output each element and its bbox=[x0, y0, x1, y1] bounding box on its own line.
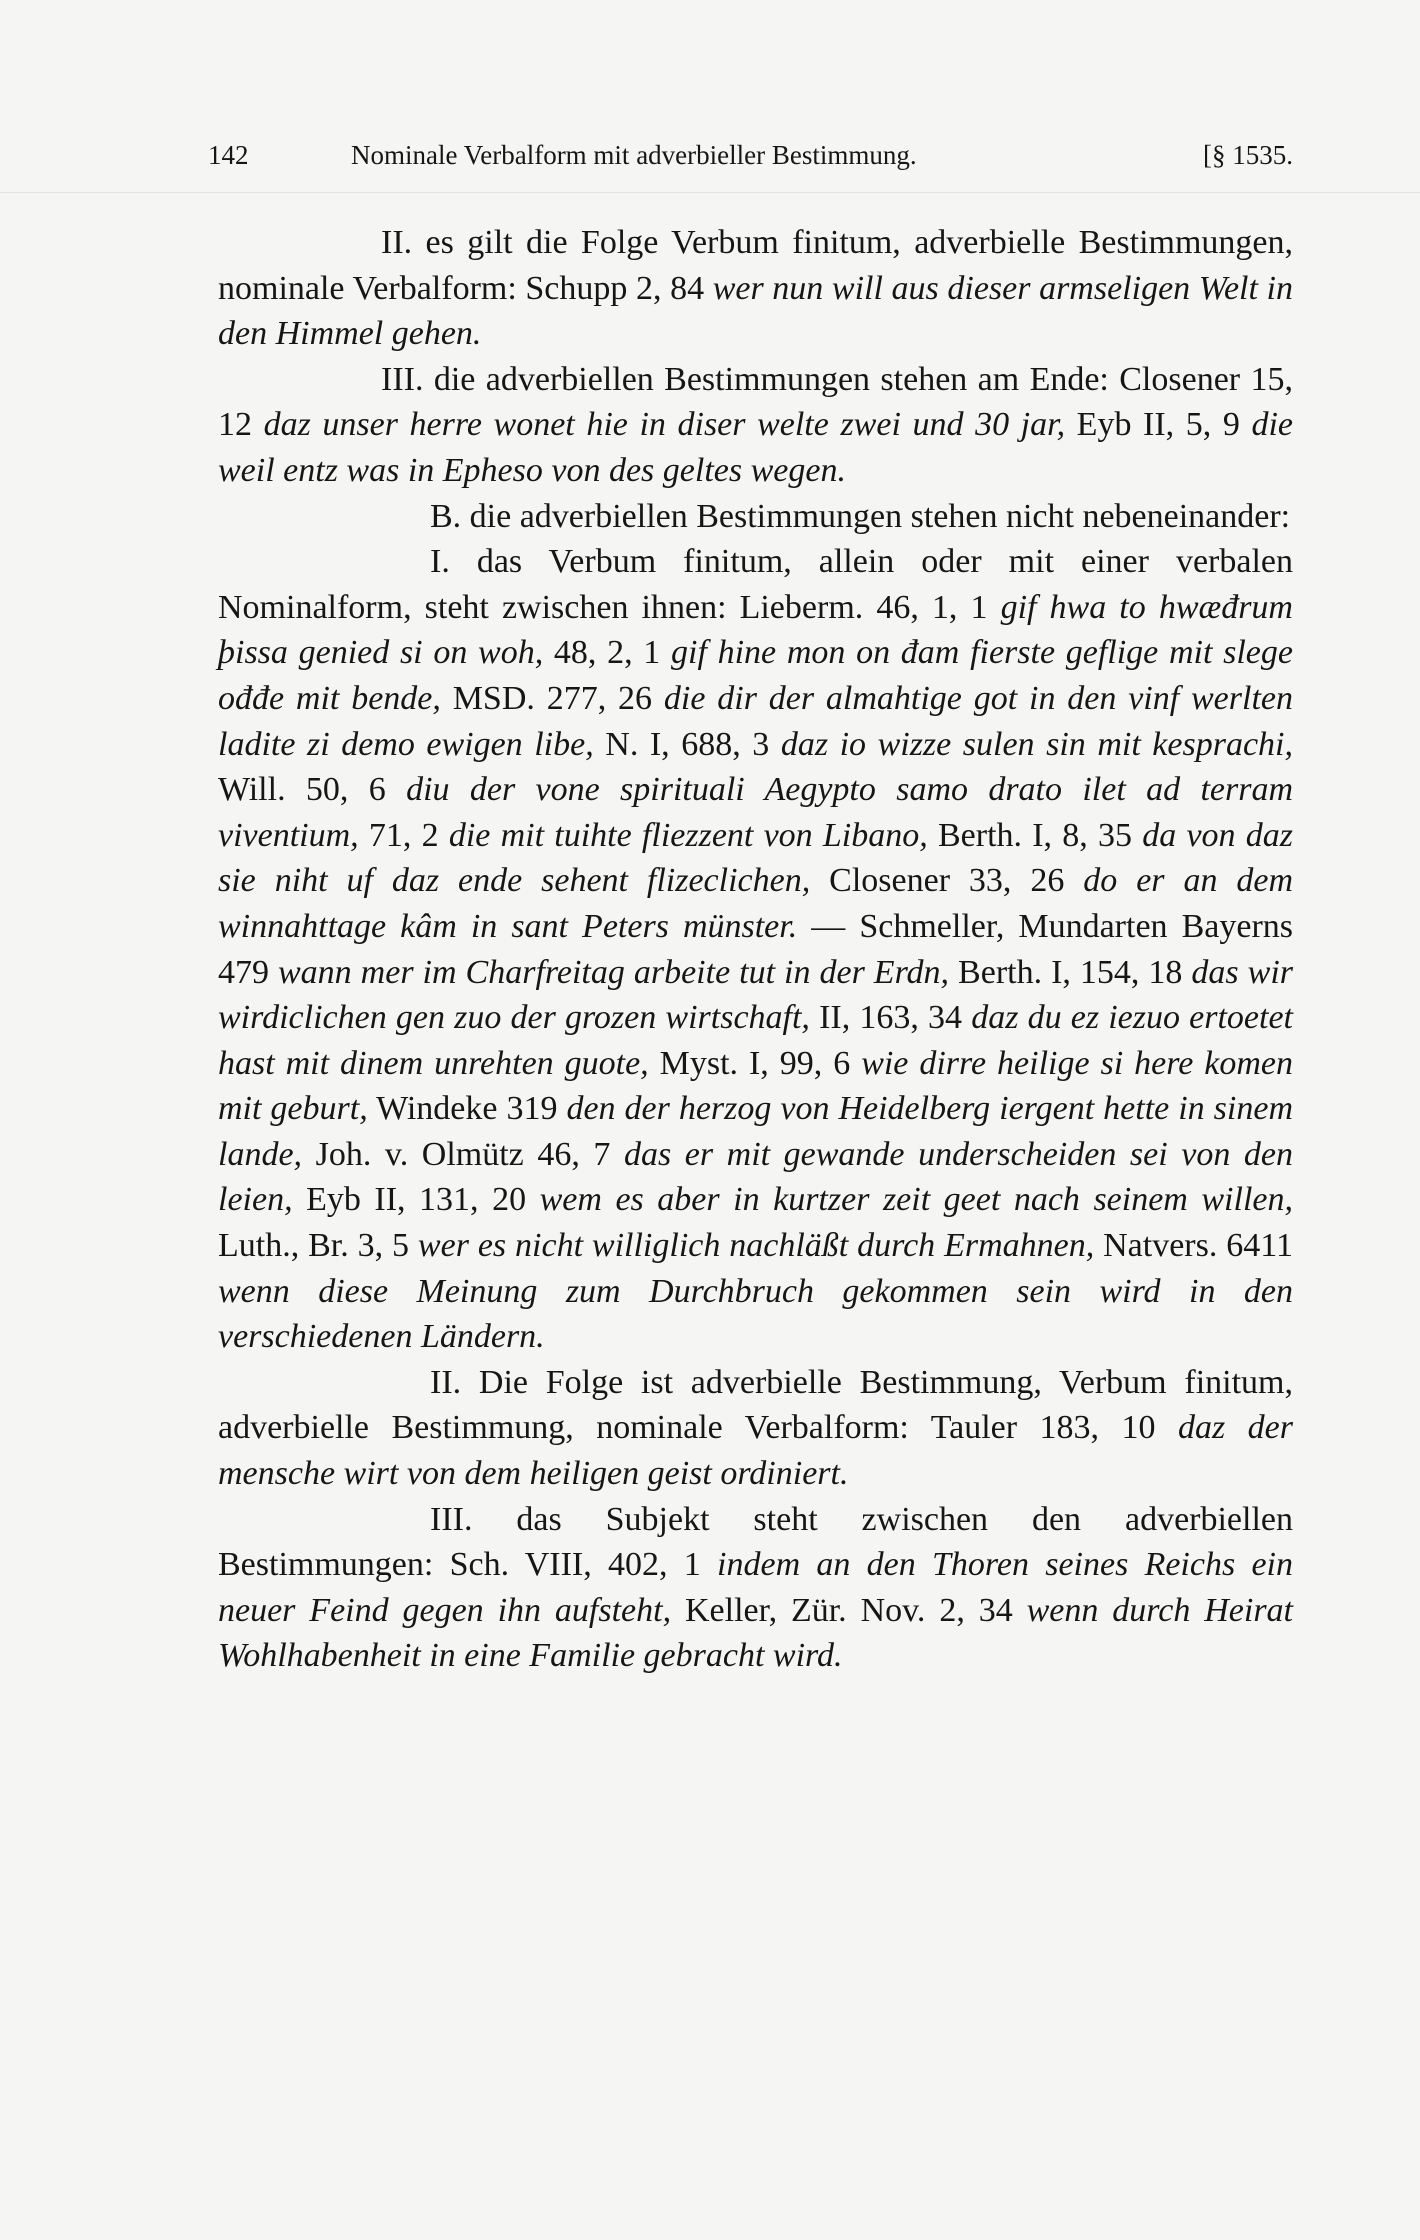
reference-text: — Schmeller, Mundarten Bayerns 479 bbox=[218, 907, 1293, 991]
paragraph-III-b bbox=[218, 1497, 1293, 1679]
reference-text: II, 163, 34 bbox=[809, 999, 972, 1037]
header-divider bbox=[0, 192, 1420, 193]
quoted-example: das er mit gewande underscheiden sei von den leien, bbox=[218, 1135, 1293, 1219]
quoted-example: wann mer im Charfreitag arbeite tut in der Erdn, bbox=[278, 953, 950, 991]
reference-text: 48, 2, 1 bbox=[543, 634, 672, 672]
reference-text: Will. 50, 6 bbox=[218, 771, 407, 809]
quoted-example: daz der mensche wirt von dem heiligen geist ordiniert. bbox=[218, 1409, 1294, 1493]
page-number: 142 bbox=[208, 140, 249, 170]
quoted-example: gif hine mon on đam fierste geflige mit slege ođđe mit bende, bbox=[218, 634, 1293, 717]
quoted-example: wer nun will aus dieser armseligen Welt in den Himmel gehen. bbox=[218, 269, 1293, 353]
quoted-example: daz unser herre wonet hie in diser welte zwei und 30 jar, bbox=[263, 406, 1066, 444]
reference-text: Berth. I, 8, 35 bbox=[927, 816, 1143, 854]
quoted-example: die weil entz was in Epheso von des geltes wegen. bbox=[218, 406, 1293, 489]
quoted-example: da von daz sie niht uf daz ende sehent flizeclichen, bbox=[218, 816, 1294, 900]
quoted-example: den der herzog von Heidelberg iergent hette in sinem lande, bbox=[218, 1090, 1293, 1173]
paragraph-B bbox=[218, 494, 1293, 540]
quoted-example: wenn diese Meinung zum Durchbruch gekommen sein wird in den verschiedenen Ländern. bbox=[218, 1272, 1293, 1356]
reference-text: 71, 2 bbox=[358, 816, 449, 854]
reference-text: Myst. I, 99, 6 bbox=[648, 1044, 862, 1082]
reference-text: Luth., Br. 3, 5 bbox=[218, 1227, 418, 1265]
quoted-example: wem es aber in kurtzer zeit geet nach seinem willen, bbox=[539, 1181, 1293, 1219]
section-reference: [§ 1535. bbox=[1203, 140, 1293, 170]
body-text bbox=[218, 220, 1293, 1679]
running-title: Nominale Verbalform mit adverbieller Bestimmung. bbox=[351, 140, 917, 170]
quoted-example: die dir der almahtige got in den vinf werlten ladite zi demo ewigen libe, bbox=[218, 679, 1293, 763]
reference-text: Berth. I, 154, 18 bbox=[949, 953, 1192, 991]
quoted-example: die mit tuihte fliezzent von Libano, bbox=[448, 816, 928, 854]
quoted-example: gif hwa to hwæđrum þissa genied si on woh, bbox=[218, 588, 1293, 672]
reference-text: I. das Verbum finitum, allein oder mit einer verbalen Nominalform, steht zwischen ihnen: Lieberm. 46, 1, 1 bbox=[218, 543, 1293, 626]
quoted-example: daz du ez iezuo ertoetet hast mit dinem unrehten guote, bbox=[218, 999, 1293, 1082]
reference-text: Closener 33, 26 bbox=[810, 862, 1084, 900]
quoted-example: do er an dem winnahttage kâm in sant Peters münster. bbox=[218, 862, 1294, 945]
quoted-example: das wir wirdiclichen gen zuo der grozen wirtschaft, bbox=[218, 953, 1294, 1037]
reference-text: III. das Subjekt steht zwischen den adverbiellen Bestimmungen: Sch. VIII, 402, 1 bbox=[218, 1500, 1293, 1584]
quoted-example: wer es nicht williglich nachläßt durch Ermahnen, bbox=[417, 1227, 1095, 1265]
quoted-example: daz io wizze sulen sin mit kesprachi, bbox=[780, 725, 1293, 763]
quoted-example: diu der vone spirituali Aegypto samo drato ilet ad terram viventium, bbox=[218, 771, 1294, 854]
reference-text: Windeke 319 bbox=[367, 1090, 567, 1128]
quoted-example: wie dirre heilige si here komen mit geburt, bbox=[218, 1044, 1293, 1128]
quoted-example: indem an den Thoren seines Reichs ein neuer Feind gegen ihn aufsteht, bbox=[218, 1546, 1293, 1629]
reference-text: Keller, Zür. Nov. 2, 34 bbox=[671, 1591, 1027, 1629]
paragraph-II-b bbox=[218, 1360, 1293, 1497]
paragraph-I bbox=[218, 539, 1293, 1360]
reference-text: II. Die Folge ist adverbielle Bestimmung, Verbum finitum, adverbielle Bestimmung, nominale Verbalform: Tauler 183, 10 bbox=[218, 1363, 1293, 1447]
quoted-example: wenn durch Heirat Wohlhabenheit in eine Familie gebracht wird. bbox=[218, 1591, 1293, 1675]
reference-text: II. es gilt die Folge Verbum finitum, adverbielle Bestimmungen, nominale Verbalform: Schupp 2, 84 bbox=[218, 224, 1293, 307]
reference-text: Joh. v. Olmütz 46, 7 bbox=[302, 1135, 624, 1173]
running-header bbox=[208, 140, 1293, 180]
reference-text: Eyb II, 5, 9 bbox=[1065, 406, 1252, 444]
paragraph-II-a bbox=[218, 220, 1293, 357]
reference-text: Eyb II, 131, 20 bbox=[292, 1181, 540, 1219]
reference-text: N. I, 688, 3 bbox=[593, 725, 781, 763]
reference-text: B. die adverbiellen Bestimmungen stehen nicht nebeneinander: bbox=[430, 497, 1291, 535]
reference-text: Natvers. 6411 bbox=[1094, 1227, 1293, 1265]
paragraph-III-a bbox=[218, 357, 1293, 494]
reference-text: MSD. 277, 26 bbox=[440, 679, 664, 717]
reference-text: III. die adverbiellen Bestimmungen stehen am Ende: Closener 15, 12 bbox=[218, 360, 1293, 444]
